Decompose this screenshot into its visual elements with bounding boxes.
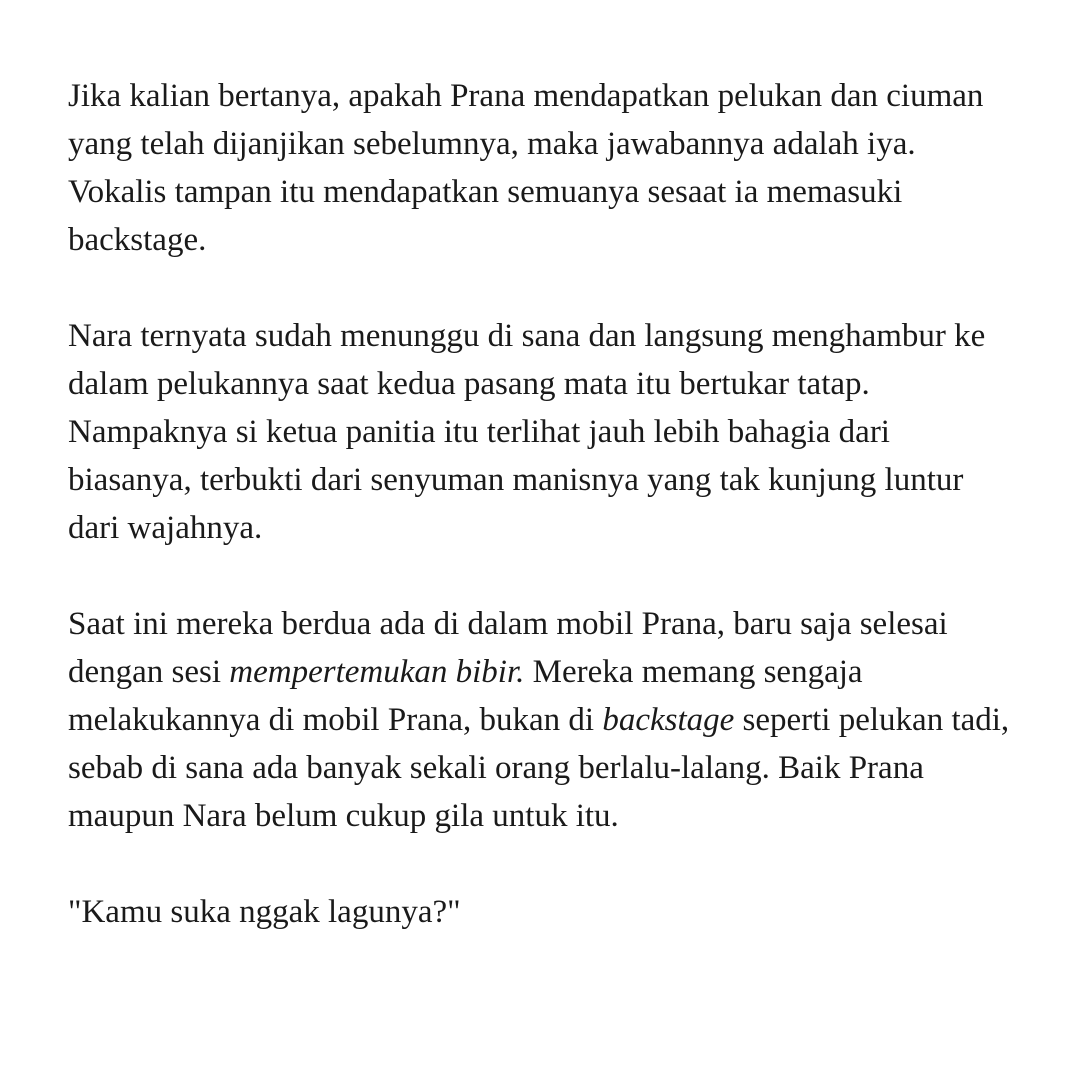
story-text (68, 72, 1018, 936)
paragraph-3-text-b: Mereka memang sengaja melakukannya di mobil Prana, bukan di (68, 654, 863, 738)
paragraph-4-dialogue: "Kamu suka nggak lagunya?" (68, 894, 461, 930)
paragraph-3-text-c: seperti pelukan tadi, sebab di sana ada banyak sekali orang berlalu-lalang. Baik Prana maupun Nara belum cukup gila untuk itu. (68, 702, 1010, 834)
paragraph-2: Nara ternyata sudah menunggu di sana dan langsung menghambur ke dalam pelukannya saat kedua pasang mata itu bertukar tatap. Nampaknya si ketua panitia itu terlihat jauh lebih bahagia dari biasanya, terbukti dari senyuman manisnya yang tak kunjung luntur dari wajahnya. (68, 318, 986, 546)
paragraph-1: Jika kalian bertanya, apakah Prana mendapatkan pelukan dan ciuman yang telah dijanjikan sebelumnya, maka jawabannya adalah iya. Vokalis tampan itu mendapatkan semuanya sesaat ia memasuki backstage. (68, 78, 984, 258)
paragraph-3 (68, 600, 1018, 840)
paragraph-3-italic-a: mempertemukan bibir. (229, 654, 525, 690)
paragraph-3-italic-b: backstage (602, 702, 735, 738)
paragraph-3-text-a: Saat ini mereka berdua ada di dalam mobil Prana, baru saja selesai dengan sesi (68, 606, 948, 690)
